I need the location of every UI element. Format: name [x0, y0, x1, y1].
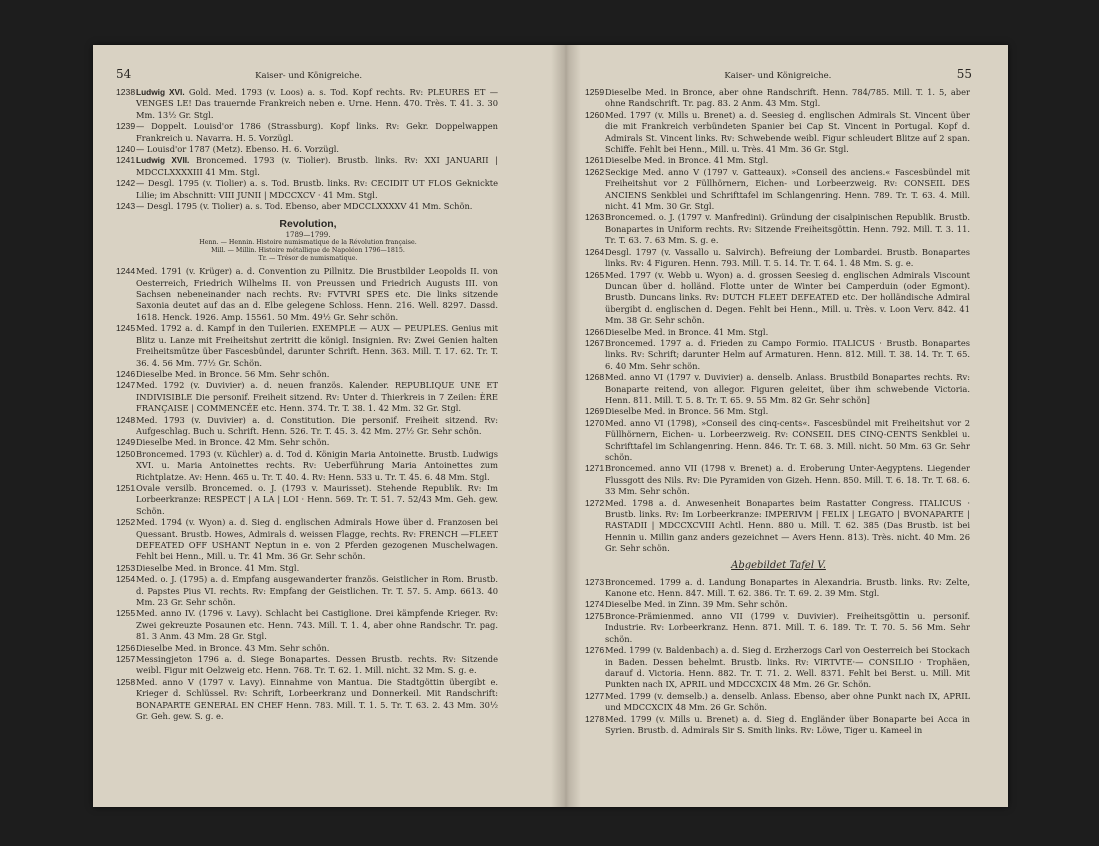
entry-number: 1275: [585, 610, 605, 621]
entry-number: 1262: [585, 166, 605, 177]
entry-number: 1274: [585, 599, 605, 610]
entry-number: 1253: [116, 562, 136, 573]
entry-description: — Desgl. 1795 (v. Tiolier) a. s. Tod. Brustb. links. Rv: CECIDIT UT FLOS Geknickte Lilie; im Abschnitt: VIII JUNII | MDCCXCV · 41 Mm. Stgl.: [136, 178, 498, 200]
book-gutter: [551, 45, 581, 807]
catalogue-entry: [116, 415, 500, 438]
entry-text: [134, 323, 500, 369]
right-page: [585, 67, 972, 736]
catalogue-entry: [116, 654, 500, 677]
entry-text: [134, 483, 500, 517]
section-abbreviation: Tr. — Trésor de numismatique.: [258, 254, 358, 262]
section-title: Revolution,: [279, 218, 337, 231]
entry-description: Bronce-Prämienmed. anno VII (1799 v. Duvivier). Freiheitsgöttin u. personif. Industrie. Rv: Lorbeerkranz. Henn. 871. Mill. T. 6. 189. Tr. T. 70. 5. 56 Mm. Sehr schön.: [605, 610, 970, 644]
right-running-title: Kaiser- und Königreiche.: [724, 71, 832, 81]
entry-description: Med. 1793 (v. Duvivier) a. d. Constitution. Die personif. Freiheit sitzend. Rv: Aufgeschlag. Buch u. Schrift. Henn. 526. Tr. T. 45. 3. 42 Mm. 27½ Gr. Sehr schön.: [136, 414, 498, 436]
entry-number: 1268: [585, 372, 605, 383]
entry-number: 1278: [585, 713, 605, 724]
right-running-head: [585, 67, 972, 81]
entry-description: Med. 1791 (v. Krüger) a. d. Convention zu Pillnitz. Die Brustbilder Leopolds II. von Oesterreich, Friedrich Wilhelms II. von Preussen und Friedrich Augusts III. von Sachsen nebeneinander nach rechts. Rv: FVTVRI SPES etc. Die links sitzende Saxonia deutet auf das an d. Elbe gelegene Schloss. Henn. 216. Well. 8297. Dassd. 1618. Henck. 1926. Amp. 15561. 50 Mm. 49½ Gr. Sehr schön.: [136, 266, 498, 322]
entry-description: Dieselbe Med. in Bronce. 56 Mm. Stgl.: [605, 406, 769, 417]
entry-text: [134, 155, 500, 178]
catalogue-entry: [585, 155, 972, 166]
entry-text: [603, 406, 972, 417]
book-spread: [93, 45, 1008, 807]
catalogue-entry: [116, 380, 500, 414]
catalogue-entry: [585, 691, 972, 714]
left-page: [116, 67, 500, 723]
entry-number: 1255: [116, 608, 136, 619]
catalogue-entry: [585, 167, 972, 213]
entry-description: Med. anno IV. (1796 v. Lavy). Schlacht bei Castiglione. Drei kämpfende Krieger. Rv: Zwei gekreuzte Posaunen etc. Henn. 743. Mill. T. 1. 4, aber ohne Randschr. Tr. pag. 81. 3 Anm. 43 Mm. 28 Gr. Stgl.: [136, 608, 498, 642]
entry-description: Broncemed. 1793 (v. Tiolier). Brustb. links. Rv: XXI JANUARII | MDCCLXXXXIII 41 Mm. Stgl.: [136, 155, 498, 177]
catalogue-entry: [585, 577, 972, 600]
catalogue-entry: [585, 406, 972, 417]
catalogue-entry: [585, 645, 972, 691]
catalogue-entry: [585, 463, 972, 497]
entry-number: 1266: [585, 326, 605, 337]
entry-text: [603, 577, 972, 600]
entry-text: [134, 437, 500, 448]
entry-number: 1263: [585, 212, 605, 223]
entry-text: [603, 714, 972, 737]
entry-description: — Louisd'or 1787 (Metz). Ebenso. H. 6. Vorzügl.: [136, 144, 340, 155]
entry-number: 1264: [585, 246, 605, 257]
entry-description: Broncemed. anno VII (1798 v. Brenet) a. d. Eroberung Unter-Aegyptens. Liegender Flussgott des Nils. Rv: Die Pyramiden von Gizeh. Henn. 850. Mill. T. 6. 18. Tr. T. 68. 6. 33 Mm. Sehr schön.: [605, 463, 970, 497]
entry-description: Gold. Med. 1793 (v. Loos) a. s. Tod. Kopf rechts. Rv: PLEURES ET — VENGES LE! Das trauernde Frankreich neben e. Urne. Henn. 470. Très. T. 41. 3. 30 Mm. 13½ Gr. Stgl.: [136, 87, 499, 120]
entry-number: 1272: [585, 497, 605, 508]
entry-text: [603, 691, 972, 714]
entry-text: [603, 155, 972, 166]
entry-text: [134, 677, 500, 723]
entry-description: Med. anno VI (1798), »Conseil des cinq-cents«. Fascesbündel mit Freiheitshut vor 2 Füllhörnern, Eichen- u. Lorbeerzweig. Rv: CONSEIL DES CINQ-CENTS Senkblei u. Schrifttafel im Schlangenring. Henn. 846. Tr. T. 68. 3. Mill. nicht. 50 Mm. 63 Gr. Sehr schön.: [605, 417, 970, 462]
catalogue-entry: [585, 87, 972, 110]
entry-text: [603, 110, 972, 156]
entry-description: Med. 1797 (v. Webb u. Wyon) a. d. grossen Seesieg d. englischen Admirals Viscount Duncan über d. holländ. Flotte unter de Winter bei Camperduin (oder Egmont). Brustb. Duncans links. Rv: DUTCH FLEET DEFEATED etc. Der holländische Admiral übergibt d. englischen d. Degen. Fehlt bei Henn., Mill. u. Très. v. Loon Verv. 842. 41 Mm. 38 Gr. Sehr schön.: [605, 269, 970, 326]
catalogue-entry: [585, 498, 972, 555]
entry-text: [603, 167, 972, 213]
catalogue-entry: [585, 327, 972, 338]
entry-number: 1270: [585, 417, 605, 428]
entry-description: Med. 1794 (v. Wyon) a. d. Sieg d. englischen Admirals Howe über d. Franzosen bei Quessant. Brustb. Howes, Admirals d. weissen Flagge, rechts. Rv: FRENCH —FLEET DEFEATED OFF USHANT Neptun in e. von 2 Pferden gezogenen Muschelwagen. Fehlt bei Henn., Mill. u. Tr. 41 Mm. 36 Gr. Sehr schön.: [136, 517, 498, 562]
section-dates: 1789—1799.: [285, 231, 331, 240]
entry-text: [134, 201, 500, 212]
entry-description: Med. 1798 a. d. Anwesenheit Bonapartes beim Rastatter Congress. ITALICUS · Brustb. links. Rv: Im Lorbeerkranze: IMPERIVM | FELIX | LEGATO | BVONAPARTE | RASTADII | MDCCXCVIII Achtl. Henn. 880 u. Mill. T. 62. 385 (Das Brustb. ist bei Hennin u. Millin ganz anders gezeichnet — Avers Henn. 813). Très. nicht. 40 Mm. 26 Gr. Sehr schön.: [605, 497, 970, 554]
catalogue-entry: [116, 323, 500, 369]
entry-description: Med. 1799 (v. Baldenbach) a. d. Sieg d. Erzherzogs Carl von Oesterreich bei Stockach in Baden. Dessen behelmt. Brustb. links. Rv: VIRTVTE·— CONSILIO · Trophäen, darauf d. Victoria. Henn. 882. Tr. T. 71. 2. Well. 8371. Fehlt bei Berst. u. Mill. Mit Punkten nach IX, APRIL und MDCCXCIX 48 Mm. 26 Gr. Schön.: [605, 645, 970, 690]
entry-description: Dieselbe Med. in Zinn. 39 Mm. Sehr schön.: [605, 599, 788, 610]
entry-text: [134, 178, 500, 201]
entry-description: Med. 1792 a. d. Kampf in den Tuilerien. EXEMPLE — AUX — PEUPLES. Genius mit Blitz u. Lanze mit Freiheitshut zertritt die königl. Insignien. Rv: Zwei Genien halten Freiheitsmütze über Fascesbündel, darunter Schrift. Henn. 363. Mill. T. 17. 62. Tr. T. 36. 4. 56 Mm. 77½ Gr. Schön.: [136, 323, 498, 368]
entry-description: Dieselbe Med. in Bronce. 41 Mm. Stgl.: [136, 562, 300, 573]
right-page-number: 55: [956, 67, 972, 81]
entry-number: 1245: [116, 323, 136, 334]
entry-number: 1251: [116, 482, 136, 493]
entry-number: 1265: [585, 269, 605, 280]
catalogue-entry: [585, 247, 972, 270]
catalogue-entry: [116, 266, 500, 323]
catalogue-entry: [585, 611, 972, 645]
entry-text: [134, 574, 500, 608]
catalogue-entry: [585, 212, 972, 246]
entry-number: 1248: [116, 414, 136, 425]
entry-text: [134, 87, 500, 121]
catalogue-entry: [585, 270, 972, 327]
entry-text: [134, 266, 500, 323]
entry-number: 1261: [585, 155, 605, 166]
entry-number: 1260: [585, 109, 605, 120]
entry-text: [603, 212, 972, 246]
entry-text: [134, 369, 500, 380]
entry-number: 1246: [116, 368, 136, 379]
entry-number: 1239: [116, 121, 136, 132]
entry-text: [603, 463, 972, 497]
entry-heading: Ludwig XVII.: [136, 155, 190, 166]
entry-number: 1271: [585, 463, 605, 474]
entry-text: [603, 270, 972, 327]
entry-description: Med. 1799 (v. demselb.) a. denselb. Anlass. Ebenso, aber ohne Punkt nach IX, APRIL und MDCCXCIX 48 Mm. 26 Gr. Schön.: [605, 690, 970, 713]
entry-description: Dieselbe Med. in Bronce. 41 Mm. Stgl.: [605, 326, 769, 337]
entry-text: [134, 517, 500, 563]
entry-description: Dieselbe Med. in Bronce. 41 Mm. Stgl.: [605, 155, 769, 166]
catalogue-entry: [116, 677, 500, 723]
entry-number: 1243: [116, 201, 136, 212]
entry-text: [603, 372, 972, 406]
entry-text: [134, 608, 500, 642]
entry-description: Med. 1792 (v. Duvivier) a. d. neuen französ. Kalender. REPUBLIQUE UNE ET INDIVISIBLE Die personif. Freiheit sitzend. Rv: Unter d. Thierkreis in 7 Zeilen: ÈRE FRANÇAISE | COMMENCÉE etc. Henn. 374. Tr. T. 38. 1. 42 Mm. 32 Gr. Stgl.: [136, 380, 498, 414]
catalogue-entry: [116, 563, 500, 574]
entry-number: 1244: [116, 266, 136, 277]
left-page-number: 54: [116, 67, 132, 81]
entry-number: 1247: [116, 380, 136, 391]
entry-description: Desgl. 1797 (v. Vassallo u. Salvirch). Befreiung der Lombardei. Brustb. Bonapartes links. Rv: 4 Figuren. Henn. 793. Mill. T. 5. 14. Tr. T. 64. 1. 48 Mm. S. g. e.: [605, 246, 970, 269]
entry-text: [134, 380, 500, 414]
entry-number: 1273: [585, 576, 605, 587]
entry-text: [603, 418, 972, 464]
entry-description: — Desgl. 1795 (v. Tiolier) a. s. Tod. Ebenso, aber MDCCLXXXXV 41 Mm. Schön.: [136, 201, 473, 212]
entry-number: 1259: [585, 87, 605, 97]
catalogue-entry: [116, 155, 500, 178]
catalogue-entry: [585, 110, 972, 156]
entry-description: Med. 1797 (v. Mills u. Brenet) a. d. Seesieg d. englischen Admirals St. Vincent über die mit Frankreich verbündeten Spanier bei Cap St. Vincent in Portugal. Kopf d. Admirals St. Vincent links. Rv: Schwebende weibl. Figur schleudert Blitze auf 2 span. Schiffe. Fehlt bei Henn., Mill. u. Très. 41 Mm. 36 Gr. Stgl.: [605, 109, 970, 155]
left-entries-top: [116, 87, 500, 212]
entry-description: Med. 1799 (v. Mills u. Brenet) a. d. Sieg d. Engländer über Bonaparte bei Acca in Syrien. Brustb. d. Admirals Sir S. Smith links. Rv: Löwe, Tiger u. Kameel in: [605, 713, 970, 735]
left-entries-bottom: [116, 266, 500, 722]
catalogue-entry: [585, 714, 972, 737]
entry-text: [603, 645, 972, 691]
left-running-head: [116, 67, 500, 81]
entry-description: Med. anno V (1797 v. Lavy). Einnahme von Mantua. Die Stadtgöttin übergibt e. Krieger d. Schlüssel. Rv: Schrift, Lorbeerkranz und Donnerkeil. Mit Randschrift: BONAPARTE GENERAL EN CHEF Henn. 783. Mill. T. 1. 5. Tr. T. 63. 2. 43 Mm. 30½ Gr. Geh. gew. S. g. e.: [136, 676, 498, 722]
entry-text: [134, 449, 500, 483]
entry-description: Broncemed. o. J. (1797 v. Manfredini). Gründung der cisalpinischen Republik. Brustb. Bonapartes in Uniform rechts. Rv: Sitzende Freiheitsgöttin. Henn. 792. Mill. T. 3. 11. Tr. T. 63. 7. 63 Mm. S. g. e.: [605, 212, 970, 246]
entry-description: Broncemed. 1797 a. d. Frieden zu Campo Formio. ITALICUS · Brustb. Bonapartes links. Rv: Schrift; darunter Helm auf Armaturen. Henn. 812. Mill. T. 38. 14. Tr. T. 65. 6. 40 Mm. Sehr schön.: [605, 337, 970, 371]
catalogue-entry: [116, 483, 500, 517]
right-entries-top: [585, 87, 972, 555]
entry-description: Dieselbe Med. in Bronce, aber ohne Randschrift. Henn. 784/785. Mill. T. 1. 5, aber ohne Randschrift. Tr. pag. 83. 2 Anm. 43 Mm. Stgl.: [605, 87, 970, 109]
entry-text: [603, 611, 972, 645]
entry-text: [603, 599, 972, 610]
entry-text: [134, 144, 500, 155]
entry-number: 1250: [116, 448, 136, 459]
entry-description: Messingjeton 1796 a. d. Siege Bonapartes. Dessen Brustb. rechts. Rv: Sitzende weibl. Figur mit Oelzweig etc. Henn. 768. Tr. T. 62. 1. Mill. nicht. 32 Mm. S. g. e.: [136, 654, 498, 676]
entry-description: Broncemed. 1793 (v. Küchler) a. d. Tod d. Königin Maria Antoinette. Brustb. Ludwigs XVI. u. Maria Antoinettes rechts. Rv: Ueberführung Maria Antoinettes zum Richtplatze. Av: Henn. 465 u. Tr. T. 40. 4. Rv: Henn. 533 u. Tr. T. 45. 6. 48 Mm. Stgl.: [136, 448, 498, 482]
entry-text: [134, 415, 500, 438]
catalogue-entry: [116, 201, 500, 212]
catalogue-entry: [585, 372, 972, 406]
entry-description: Med. anno VI (1797 v. Duvivier) a. denselb. Anlass. Brustbild Bonapartes rechts. Rv: Bonaparte reitend, von allegor. Figuren geleitet, über ihm schwebende Victoria. Henn. 811. Mill. T. 5. 8. Tr. T. 65. 9. 55 Mm. 82 Gr. Sehr schön]: [605, 372, 970, 405]
catalogue-entry: [116, 574, 500, 608]
entry-description: Broncemed. 1799 a. d. Landung Bonapartes in Alexandria. Brustb. links. Rv: Zelte, Kanone etc. Henn. 847. Mill. T. 62. 386. Tr. T. 69. 2. 39 Mm. Stgl.: [605, 576, 970, 599]
entry-number: 1254: [116, 574, 136, 585]
catalogue-entry: [116, 369, 500, 380]
entry-number: 1242: [116, 178, 136, 189]
entry-number: 1277: [585, 690, 605, 701]
section-revolution: [116, 218, 500, 262]
entry-number: 1257: [116, 654, 136, 665]
section-abbreviation: Mill. — Millin. Histoire métallique de Napoléon 1796—1815.: [211, 247, 405, 255]
entry-description: Seckige Med. anno V (1797 v. Gatteaux). »Conseil des anciens.« Fascesbündel mit Freiheitshut vor 2 Füllhörnern, Eichen- und Lorbeerzweig. Rv: CONSEIL DES ANCIENS Senkblei und Schrifttafel im Schlangenring. Henn. 789. Tr. T. 63. 4. Mill. nicht. 41 Mm. 30 Gr. Stgl.: [605, 166, 970, 212]
catalogue-entry: [116, 121, 500, 144]
entry-text: [603, 327, 972, 338]
catalogue-entry: [116, 643, 500, 654]
entry-number: 1269: [585, 406, 605, 417]
entry-text: [134, 643, 500, 654]
entry-description: Dieselbe Med. in Bronce. 56 Mm. Sehr schön.: [136, 368, 330, 379]
entry-number: 1252: [116, 517, 136, 528]
catalogue-entry: [116, 449, 500, 483]
catalogue-entry: [116, 608, 500, 642]
entry-number: 1258: [116, 676, 136, 687]
entry-description: — Doppelt. Louisd'or 1786 (Strassburg). Kopf links. Rv: Gekr. Doppelwappen Frankreich u. Navarra. H. 5. Vorzügl.: [136, 121, 498, 143]
entry-number: 1256: [116, 642, 136, 653]
right-entries-bottom: [585, 577, 972, 737]
entry-text: [134, 563, 500, 574]
catalogue-entry: [116, 144, 500, 155]
entry-text: [603, 247, 972, 270]
catalogue-entry: [585, 338, 972, 372]
catalogue-entry: [585, 599, 972, 610]
entry-heading: Ludwig XVI.: [136, 87, 185, 97]
entry-description: Dieselbe Med. in Bronce. 42 Mm. Sehr schön.: [136, 437, 330, 448]
catalogue-entry: [116, 178, 500, 201]
entry-number: 1249: [116, 437, 136, 448]
left-running-title: Kaiser- und Königreiche.: [255, 71, 363, 81]
catalogue-entry: [116, 517, 500, 563]
entry-description: Dieselbe Med. in Bronce. 43 Mm. Sehr schön.: [136, 642, 330, 653]
entry-text: [603, 87, 972, 110]
entry-description: Ovale versilb. Broncemed. o. J. (1793 v. Maurisset). Stehende Republik. Rv: Im Lorbeerkranze: RESPECT | A LA | LOI · Henn. 569. Tr. T. 51. 7. 52/43 Mm. Geh. gew. Schön.: [136, 482, 498, 516]
entry-number: 1267: [585, 337, 605, 348]
catalogue-entry: [116, 87, 500, 121]
entry-number: 1238: [116, 87, 136, 97]
catalogue-entry: [585, 418, 972, 464]
entry-text: [134, 654, 500, 677]
entry-number: 1240: [116, 144, 136, 155]
entry-number: 1276: [585, 645, 605, 656]
section-abbreviation: Henn. — Hennin. Histoire numismatique de la Révolution française.: [199, 239, 417, 247]
entry-number: 1241: [116, 155, 136, 166]
entry-description: Med. o. J. (1795) a. d. Empfang ausgewanderter französ. Geistlicher in Rom. Brustb. d. Papstes Pius VI. rechts. Rv: Empfang der Geistlichen. Tr. T. 57. 5. Amp. 6613. 40 Mm. 23 Gr. Sehr schön.: [136, 574, 498, 608]
entry-text: [603, 498, 972, 555]
catalogue-entry: [116, 437, 500, 448]
entry-text: [603, 338, 972, 372]
entry-text: [134, 121, 500, 144]
plate-reference: Abgebildet Tafel V.: [731, 559, 826, 571]
